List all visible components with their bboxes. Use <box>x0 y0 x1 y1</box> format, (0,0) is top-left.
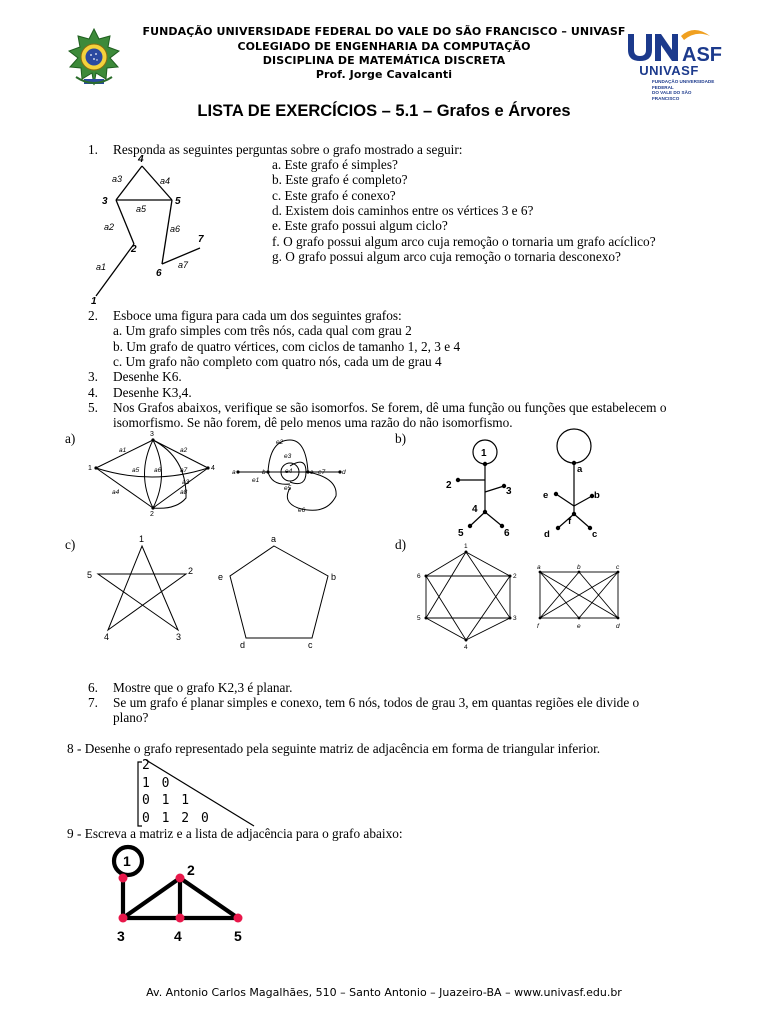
header-discipline: DISCIPLINA DE MATEMÁTICA DISCRETA <box>262 54 506 67</box>
q9-vertex-2: 2 <box>187 862 195 878</box>
q5-number: 5. <box>88 400 98 415</box>
q5-d1-vertex-6: 6 <box>417 573 421 580</box>
q5-a2-edge-e1: e1 <box>252 477 260 484</box>
q5-a1-edge-a7: a7 <box>180 467 188 474</box>
q2-item-b: b. Um grafo de quatro vértices, com ciclos de tamanho 1, 2, 3 e 4 <box>113 339 461 354</box>
q6-number: 6. <box>88 680 98 695</box>
q5-c1-vertex-3: 3 <box>176 632 182 642</box>
q5-b2-vertex-e: e <box>543 490 549 501</box>
q5-d1-vertex-4: 4 <box>464 644 468 651</box>
header-department: COLEGIADO DE ENGENHARIA DA COMPUTAÇÃO <box>237 40 531 53</box>
univasf-logo-mark <box>624 28 722 66</box>
q5-c1-vertex-1: 1 <box>139 534 145 544</box>
q5-d2-vertex-b: b <box>577 564 581 571</box>
q5-d2-vertex-c: c <box>616 564 620 571</box>
q5-graph-c2 <box>214 532 344 650</box>
q5-d2-vertex-d: d <box>616 623 620 630</box>
q5-d1-vertex-3: 3 <box>513 615 517 622</box>
q5-c1-vertex-2: 2 <box>188 566 194 576</box>
q1-item-a: a. Este grafo é simples? <box>272 157 398 172</box>
q5-d1-vertex-1: 1 <box>464 543 468 550</box>
q5-a1-edge-a6: a6 <box>154 467 162 474</box>
q6-text: Mostre que o grafo K2,3 é planar. <box>113 680 293 695</box>
q5-b1-vertex-2: 2 <box>446 480 452 491</box>
page-title: LISTA DE EXERCÍCIOS – 5.1 – Grafos e Árvores <box>197 102 571 120</box>
q5-d2-vertex-e: e <box>577 623 581 630</box>
header-professor: Prof. Jorge Cavalcanti <box>315 68 453 81</box>
q5-label-a: a) <box>65 431 76 446</box>
q1-number: 1. <box>88 142 98 157</box>
q5-a2-vertex-a: a <box>232 469 236 476</box>
q5-a1-edge-a2: a2 <box>180 447 188 454</box>
svg-text:ASF: ASF <box>682 44 722 66</box>
q5-a1-vertex-3: 3 <box>150 431 154 438</box>
q5-b2-vertex-f: f <box>568 516 572 527</box>
q5-a1-vertex-4: 4 <box>211 465 215 472</box>
q1-edge-a6: a6 <box>170 224 181 234</box>
q8-matrix-row-4: 0 1 2 0 <box>142 810 209 826</box>
q1-edge-a7: a7 <box>178 260 189 270</box>
q5-a2-vertex-d: d <box>342 469 346 476</box>
q5-b2-vertex-b: b <box>594 490 600 501</box>
q7-text-line2: plano? <box>113 710 149 725</box>
q5-d1-vertex-2: 2 <box>513 573 517 580</box>
q5-a2-edge-e7: e7 <box>318 469 326 476</box>
q1-edge-a1: a1 <box>96 262 107 272</box>
q4-text: Desenhe K3,4. <box>113 385 192 400</box>
q3-text: Desenhe K6. <box>113 369 182 384</box>
q5-c2-vertex-d: d <box>240 640 246 650</box>
q1-text: Responda as seguintes perguntas sobre o grafo mostrado a seguir: <box>113 142 463 157</box>
q5-a1-vertex-1: 1 <box>88 465 92 472</box>
q5-a2-vertex-b: b <box>262 469 266 476</box>
q5-b2-vertex-a: a <box>577 464 583 475</box>
q4-number: 4. <box>88 385 98 400</box>
q5-c2-vertex-c: c <box>308 640 313 650</box>
q5-b1-vertex-3: 3 <box>506 486 512 497</box>
q5-c2-vertex-e: e <box>218 572 224 582</box>
q1-vertex-7: 7 <box>198 234 204 245</box>
univasf-logo <box>624 28 722 101</box>
q2-text: Esboce uma figura para cada um dos seguintes grafos: <box>113 308 402 323</box>
q5-a1-vertex-2: 2 <box>150 511 154 518</box>
q1-vertex-1: 1 <box>91 296 97 307</box>
q1-graph <box>82 152 222 308</box>
q7-text-line1: Se um grafo é planar simples e conexo, tem 6 nós, todos de grau 3, em quantas regiões ele divide o <box>113 695 640 710</box>
logo-subtitle-line2: DO VALE DO SÃO FRANCISCO <box>652 90 692 101</box>
q5-graph-a2 <box>228 432 358 518</box>
q5-text-line2: isomorfismo. Se não forem, dê pelo menos uma razão do não isomorfismo. <box>113 415 513 430</box>
q5-graph-b2 <box>534 426 614 538</box>
q1-item-d: d. Existem dois caminhos entre os vértices 3 e 6? <box>272 203 534 218</box>
q1-edge-a3: a3 <box>112 174 123 184</box>
q1-vertex-5: 5 <box>175 196 181 207</box>
header-institution: FUNDAÇÃO UNIVERSIDADE FEDERAL DO VALE DO SÃO FRANCISCO – UNIVASF <box>142 25 626 38</box>
q5-label-d: d) <box>395 537 407 552</box>
q5-c2-vertex-a: a <box>271 534 277 544</box>
q5-b1-vertex-4: 4 <box>472 504 478 515</box>
q1-vertex-2: 2 <box>131 244 137 255</box>
q8-matrix <box>142 757 209 827</box>
q5-a1-edge-a1: a1 <box>119 447 127 454</box>
q5-c1-vertex-5: 5 <box>87 570 93 580</box>
q5-graph-b1 <box>440 430 530 538</box>
q5-label-c: c) <box>65 537 76 552</box>
q5-a2-edge-e3: e3 <box>284 453 292 460</box>
q9-graph <box>106 842 266 946</box>
q1-vertex-3: 3 <box>102 196 108 207</box>
q8-matrix-row-1: 2 <box>142 758 150 773</box>
q9-vertex-4: 4 <box>174 928 182 944</box>
q1-item-e: e. Este grafo possui algum ciclo? <box>272 218 448 233</box>
q1-item-g: g. O grafo possui algum arco cuja remoção o tornaria desconexo? <box>272 249 621 264</box>
q1-item-b: b. Este grafo é completo? <box>272 172 408 187</box>
q5-graph-a1 <box>86 428 216 518</box>
q5-label-b: b) <box>395 431 407 446</box>
q1-edge-a4: a4 <box>160 176 171 186</box>
q2-item-a: a. Um grafo simples com três nós, cada qual com grau 2 <box>113 323 412 338</box>
q5-a2-edge-e4: e4 <box>285 468 293 475</box>
footer-address: Av. Antonio Carlos Magalhães, 510 – Santo Antonio – Juazeiro-BA – www.univasf.edu.br <box>146 986 622 999</box>
q2-number: 2. <box>88 308 98 323</box>
q5-b1-vertex-5: 5 <box>458 528 464 539</box>
q5-a2-edge-e5: e5 <box>284 485 292 492</box>
q5-c2-vertex-b: b <box>331 572 337 582</box>
q5-a2-edge-e2: e2 <box>276 439 284 446</box>
q3-number: 3. <box>88 369 98 384</box>
q5-b1-vertex-6: 6 <box>504 528 510 539</box>
q9-vertex-3: 3 <box>117 928 125 944</box>
q1-edge-a5: a5 <box>136 204 147 214</box>
q5-b2-vertex-c: c <box>592 529 598 540</box>
logo-subtitle-line1: FUNDAÇÃO UNIVERSIDADE FEDERAL <box>652 79 715 90</box>
q1-vertex-6: 6 <box>156 268 162 279</box>
q5-graph-d1 <box>414 540 520 650</box>
q5-a1-edge-a3: a3 <box>182 479 190 486</box>
q5-d1-vertex-5: 5 <box>417 615 421 622</box>
q1-item-c: c. Este grafo é conexo? <box>272 188 396 203</box>
q5-b2-vertex-d: d <box>544 529 550 540</box>
univasf-logo-text: UNIVASF <box>639 63 699 78</box>
q8-text: 8 - Desenhe o grafo representado pela seguinte matriz de adjacência em forma de triangular inferior. <box>67 741 601 756</box>
q1-item-f: f. O grafo possui algum arco cuja remoção o tornaria um grafo acíclico? <box>272 234 656 249</box>
q5-a1-edge-a8: a8 <box>180 489 188 496</box>
q1-vertex-4: 4 <box>138 154 144 165</box>
q5-a1-edge-a5: a5 <box>132 467 140 474</box>
q7-number: 7. <box>88 695 98 710</box>
q5-graph-d2 <box>532 562 632 634</box>
q5-a2-vertex-c: c <box>310 469 314 476</box>
q1-edge-a2: a2 <box>104 222 115 232</box>
q5-graph-c1 <box>84 532 198 642</box>
univasf-logo-subtitle <box>652 79 716 101</box>
q5-a2-edge-e6: e6 <box>298 507 306 514</box>
q5-c1-vertex-4: 4 <box>104 632 110 642</box>
q9-text: 9 - Escreva a matriz e a lista de adjacência para o grafo abaixo: <box>67 826 403 841</box>
q5-text-line1: Nos Grafos abaixos, verifique se são isomorfos. Se forem, dê uma função ou funções que estabelecem o <box>113 400 667 415</box>
q9-vertex-1: 1 <box>123 853 131 869</box>
q2-item-c: c. Um grafo não completo com quatro nós, cada um de grau 4 <box>113 354 442 369</box>
q5-b1-vertex-1: 1 <box>481 448 487 459</box>
q8-matrix-row-2: 1 0 <box>142 775 170 791</box>
q9-vertex-5: 5 <box>234 928 242 944</box>
q5-d2-vertex-a: a <box>537 564 541 571</box>
q5-d2-vertex-f: f <box>537 623 539 630</box>
q5-a1-edge-a4: a4 <box>112 489 120 496</box>
q8-matrix-row-3: 0 1 1 <box>142 793 190 808</box>
